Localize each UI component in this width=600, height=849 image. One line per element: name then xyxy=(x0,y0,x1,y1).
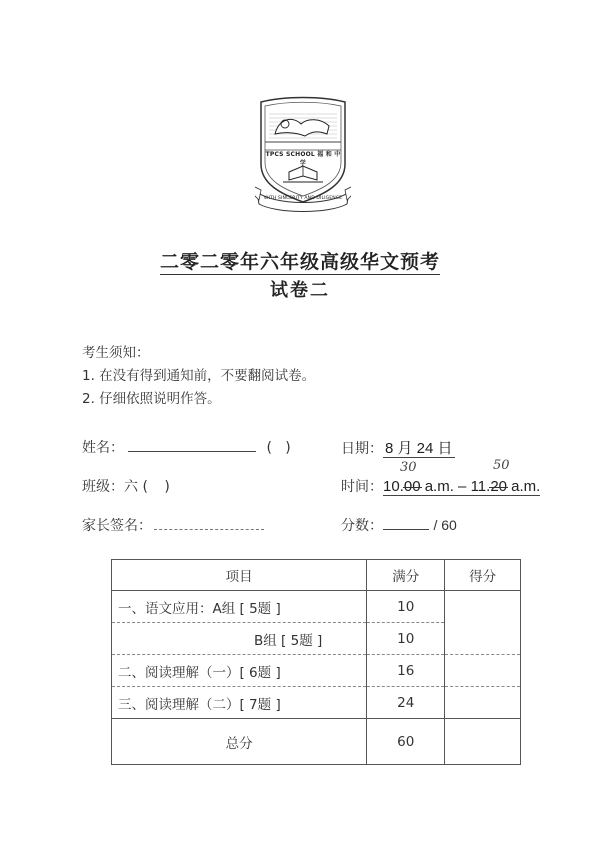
row-label: 三、阅读理解（二）[ 7题 ] xyxy=(112,687,367,719)
row-score-cell[interactable] xyxy=(445,687,521,719)
row-full-marks: 24 xyxy=(367,687,445,719)
time-label: 时间： xyxy=(341,479,383,495)
crest-motto: WITH SINCERITY AND DILIGENCE xyxy=(263,196,343,201)
row-label: 二、阅读理解（一）[ 6题 ] xyxy=(112,655,367,687)
time-end-ampm: a.m. xyxy=(507,478,541,495)
score-label: 分数： xyxy=(341,518,383,534)
row-full-marks: 10 xyxy=(367,591,445,623)
header-full-marks: 满分 xyxy=(367,560,445,591)
score-total: / 60 xyxy=(433,517,457,533)
class-field xyxy=(82,476,170,496)
instruction-item-1: 1. 在没有得到通知前，不要翻阅试卷。 xyxy=(82,368,316,384)
time-end-original-minutes: 20 xyxy=(490,478,507,495)
score-field xyxy=(341,515,457,535)
table-row xyxy=(112,687,521,719)
table-total-row xyxy=(112,719,521,765)
time-field xyxy=(341,476,540,496)
table-row xyxy=(112,655,521,687)
date-value: 8 月 24 日 xyxy=(385,440,453,457)
header-item: 项目 xyxy=(112,560,367,591)
total-score-cell[interactable] xyxy=(445,719,521,765)
exam-title-text: 二零二零年六年级高级华文预考 xyxy=(159,251,440,273)
parent-signature-field xyxy=(82,515,264,535)
time-start-correction: 30 xyxy=(400,460,417,475)
time-start-prefix: 10. xyxy=(383,478,404,495)
total-full-marks: 60 xyxy=(367,719,445,765)
time-end-correction: 50 xyxy=(493,458,510,473)
row-full-marks: 10 xyxy=(367,623,445,655)
paper-subtitle: 试卷二 xyxy=(270,280,330,301)
name-label: 姓名： xyxy=(82,440,124,456)
table-row xyxy=(112,591,521,623)
name-index-paren: ( ) xyxy=(266,440,291,456)
instructions-heading: 考生须知： xyxy=(82,345,150,361)
score-table xyxy=(111,559,521,765)
time-value xyxy=(383,478,540,496)
crest-school-name: TPCS SCHOOL 福 和 中 学 xyxy=(265,151,341,167)
row-score-cell[interactable] xyxy=(445,591,521,655)
name-blank[interactable] xyxy=(128,437,256,452)
instruction-item-2: 2. 仔细依照说明作答。 xyxy=(82,391,221,407)
parent-signature-label: 家长签名： xyxy=(82,518,152,534)
name-field xyxy=(82,437,291,457)
row-full-marks: 16 xyxy=(367,655,445,687)
header-score: 得分 xyxy=(445,560,521,591)
parent-signature-blank[interactable] xyxy=(154,515,264,530)
total-label: 总分 xyxy=(112,719,367,765)
row-label: B组 [ 5题 ] xyxy=(112,623,367,655)
date-label: 日期： xyxy=(341,441,383,457)
date-field xyxy=(341,437,455,458)
table-header-row xyxy=(112,560,521,591)
row-label: 一、语文应用：A组 [ 5题 ] xyxy=(112,591,367,623)
score-blank[interactable] xyxy=(383,515,429,530)
time-start-original-minutes: 00 xyxy=(403,478,421,495)
class-close-paren: ) xyxy=(164,479,170,495)
row-score-cell[interactable] xyxy=(445,655,521,687)
time-start-ampm: a.m. – 11. xyxy=(420,478,491,495)
class-label: 班级：六 ( xyxy=(82,479,148,495)
exam-title xyxy=(0,247,600,274)
